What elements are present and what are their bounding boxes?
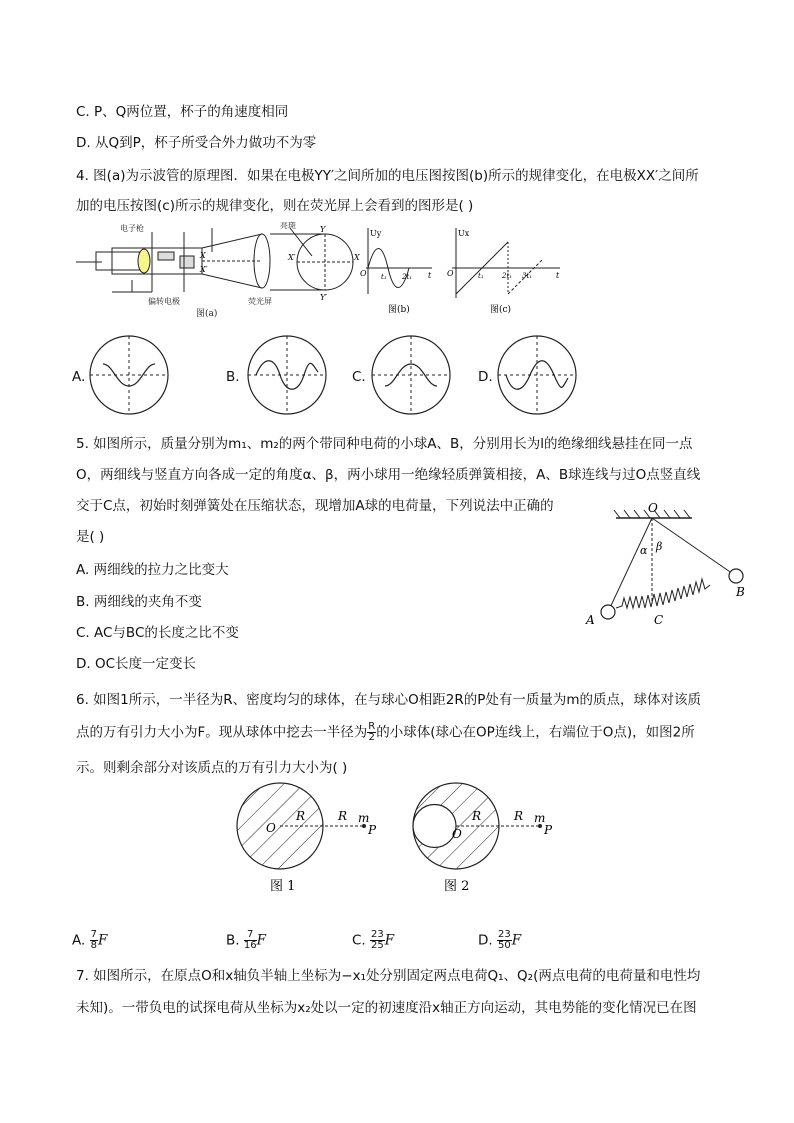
q6-half-den: 2 — [368, 732, 375, 743]
q6-stem-line3: 示。则剩余部分对该质点的万有引力大小为( ) — [76, 760, 348, 776]
q6-half-radius-fraction — [367, 722, 376, 743]
label-electron-gun: 电子枪 — [120, 224, 144, 233]
fig2-label-r-inner: R — [472, 809, 482, 823]
q6-stem-line1: 6. 如图1所示，一半径为R、密度均匀的球体，在与球心O相距2R的P处有一质量为m的质点，球体对该质 — [76, 692, 702, 708]
label-bright-spot: 亮斑 — [280, 222, 296, 230]
fig1-label-r-outer: R — [338, 809, 348, 823]
fig1-label-m: m — [358, 811, 370, 825]
fig1-label-o: O — [266, 821, 276, 835]
q6-option-c — [352, 930, 394, 951]
q6-option-c-label: C. — [352, 932, 366, 949]
label-x-right: X — [354, 253, 360, 262]
uy-origin: O — [360, 269, 367, 278]
q4-option-c-screen — [370, 334, 452, 416]
crt-tube-diagram — [76, 228, 353, 292]
fig2-label-r-outer: R — [514, 809, 524, 823]
fig2-label-p: P — [544, 823, 553, 837]
label-xp-electrode: X′ — [200, 265, 208, 274]
q4-option-b-screen — [246, 334, 328, 416]
q6-stem-line2-part2: 的小球体(球心在OP连线上，右端位于O点)，如图2所 — [376, 724, 695, 741]
label-x-left: X′ — [288, 253, 296, 262]
q5-label-beta: β — [656, 540, 663, 553]
q7-stem-line1: 7. 如图所示，在原点O和x轴负半轴上坐标为−x₁处分别固定两点电荷Q₁、Q₂(两点电荷的电荷量和电性均 — [76, 968, 701, 984]
fig2-caption: 图 2 — [444, 879, 470, 894]
q4-oscilloscope-figure — [72, 222, 572, 322]
fig2-label-m: m — [534, 811, 546, 825]
q6-half-num: R — [368, 721, 376, 732]
q5-spring-pendulum-figure — [582, 500, 762, 632]
q6-option-d-den: 50 — [497, 940, 511, 951]
q6-option-a — [72, 930, 107, 951]
q6-option-b — [226, 930, 266, 951]
q6-option-d-label: D. — [478, 932, 493, 949]
q5-option-d: D. OC长度一定变长 — [76, 656, 197, 672]
q6-sphere-figure — [230, 778, 570, 900]
q6-option-a-den: 8 — [90, 940, 97, 951]
ux-2t1: 2t₁ — [502, 272, 513, 280]
label-y-top: Y — [320, 225, 326, 234]
label-x-electrode: X — [200, 251, 206, 260]
q6-option-c-den: 25 — [371, 940, 384, 951]
uy-2t1: 2t₁ — [402, 273, 413, 281]
label-deflection-electrodes: 偏转电极 — [148, 297, 180, 306]
ux-3t1: 3t₁ — [522, 272, 533, 280]
q5-stem-line1: 5. 如图所示，质量分别为m₁、m₂的两个带同种电荷的小球A、B，分别用长为l的绝缘细线悬挂在同一点 — [76, 436, 693, 452]
q6-option-c-num: 23 — [371, 929, 384, 940]
fig1-label-r-inner: R — [296, 809, 306, 823]
uy-axis-label: Uy — [370, 229, 382, 238]
q6-option-b-label: B. — [226, 932, 240, 949]
q6-option-a-fraction — [90, 930, 98, 951]
q4-option-a-label: A. — [72, 369, 86, 385]
label-y-bottom: Y′ — [320, 293, 328, 302]
q4-option-a-screen — [88, 334, 170, 416]
q5-stem-line2: O，两细线与竖直方向各成一定的角度α、β，两小球用一绝缘轻质弹簧相接，A、B球连线与过O点竖直线 — [76, 467, 701, 483]
q6-option-b-unit: F — [256, 932, 266, 949]
caption-fig-a: 图(a) — [196, 309, 218, 319]
q6-option-b-fraction — [244, 930, 257, 951]
fig1-label-p: P — [368, 823, 377, 837]
q4-stem-line1: 4. 图(a)为示波管的原理图．如果在电极YY′之间所加的电压图按图(b)所示的规律变化，在电极XX′之间所 — [76, 168, 699, 184]
label-screen: 荧光屏 — [248, 297, 272, 306]
q6-option-b-num: 7 — [244, 930, 257, 941]
q6-option-d-num: 23 — [497, 929, 511, 940]
q3-option-c: C. P、Q两位置，杯子的角速度相同 — [76, 104, 289, 120]
ux-t-axis: t — [556, 271, 560, 280]
q6-option-a-num: 7 — [90, 929, 97, 940]
q4-option-d-label: D. — [478, 369, 493, 385]
q6-option-d — [478, 930, 521, 951]
q5-label-o: O — [648, 501, 658, 515]
q5-label-a: A — [586, 613, 595, 627]
q5-label-b: B — [736, 585, 745, 599]
uy-t-axis: t — [428, 271, 432, 280]
ux-graph — [452, 228, 560, 298]
q6-option-a-unit: F — [97, 932, 108, 949]
caption-fig-b: 图(b) — [388, 305, 410, 315]
fig1-caption: 图 1 — [270, 879, 296, 894]
q6-option-d-fraction — [497, 930, 512, 951]
q5-stem-line3: 交于C点，初始时刻弹簧处在压缩状态，现增加A球的电荷量，下列说法中正确的 — [76, 498, 554, 514]
q6-option-c-unit: F — [384, 932, 395, 949]
q4-option-c-label: C. — [352, 369, 366, 385]
q6-stem-line2-part1: 点的万有引力大小为F。现从球体中挖去一半径为 — [76, 724, 368, 741]
q5-option-c: C. AC与BC的长度之比不变 — [76, 625, 239, 641]
q5-label-alpha: α — [640, 544, 648, 557]
q6-option-c-fraction — [370, 930, 385, 951]
q5-stem-line4: 是( ) — [76, 529, 105, 545]
q6-option-a-label: A. — [72, 932, 86, 949]
q4-option-d-screen — [496, 334, 578, 416]
fig2-label-o: O — [452, 827, 462, 841]
ux-t1: t₁ — [478, 272, 484, 280]
q6-option-b-den: 16 — [243, 940, 257, 951]
q4-stem-line2: 加的电压按图(c)所示的规律变化，则在荧光屏上会看到的图形是( ) — [76, 198, 474, 214]
ux-axis-label: Ux — [458, 229, 470, 238]
q7-stem-line2: 未知)。一带负电的试探电荷从坐标为x₂处以一定的初速度沿x轴正方向运动，其电势能的变化情况已在图 — [76, 1000, 697, 1016]
q4-option-b-label: B. — [226, 369, 240, 385]
q6-option-d-unit: F — [511, 932, 522, 949]
uy-t1: t₁ — [381, 273, 387, 281]
q5-option-a: A. 两细线的拉力之比变大 — [76, 562, 229, 578]
q5-option-b: B. 两细线的夹角不变 — [76, 594, 202, 610]
q5-label-c: C — [654, 613, 664, 627]
caption-fig-c: 图(c) — [490, 305, 512, 315]
q3-option-d: D. 从Q到P，杯子所受合外力做功不为零 — [76, 135, 317, 151]
ux-origin: O — [447, 269, 454, 278]
q6-stem-line2 — [76, 722, 695, 743]
